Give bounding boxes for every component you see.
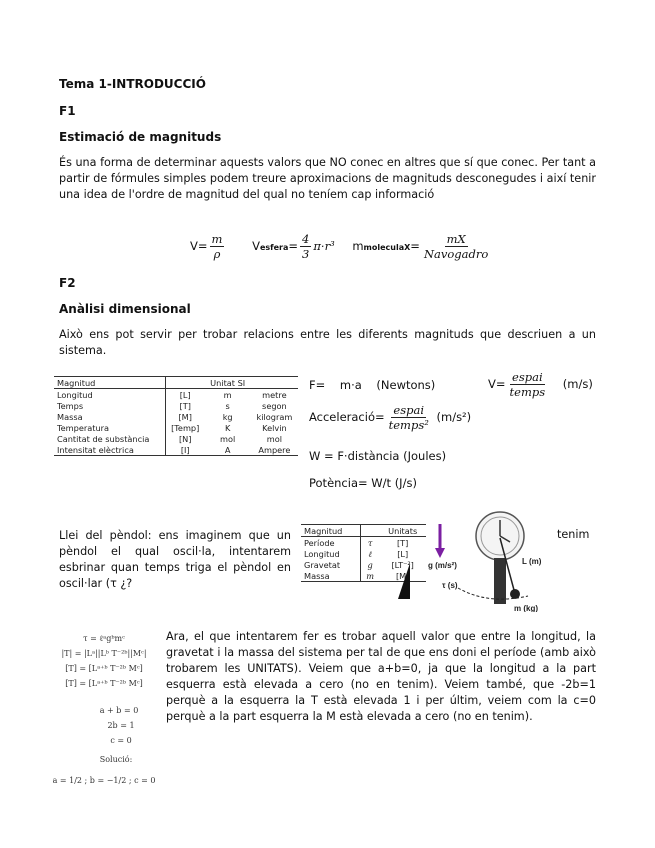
clock-case	[494, 558, 506, 604]
table-row: Intensitat elèctrica [I] A Ampere	[54, 444, 298, 456]
pi-r3: π·r³	[313, 239, 335, 253]
table-row: Longitud ℓ [L]	[304, 548, 409, 559]
si-units-table	[54, 376, 298, 456]
frac-den-temps: temps	[509, 385, 546, 399]
derivation-line: |T| = |Lᵃ||Lᵇ T⁻²ᵇ||Mᶜ|	[61, 649, 147, 658]
g-label: g (m/s²)	[428, 561, 457, 570]
heading-f2: F2	[59, 276, 76, 290]
power-formula: Potència= W/t (J/s)	[309, 476, 417, 490]
v-esfera-label: V	[252, 239, 260, 253]
acceleration-label: Acceleració=	[309, 410, 385, 424]
velocity-label: V=	[488, 377, 506, 391]
frac-num-4: 4	[302, 232, 310, 246]
derivation-line: a = 1/2 ; b = −1/2 ; c = 0	[52, 776, 156, 785]
acceleration-units: (m/s²)	[436, 410, 472, 424]
esfera-sub: esfera	[259, 243, 289, 252]
molecula-sub: moleculaX	[363, 243, 411, 252]
velocity-units: (m/s)	[562, 377, 593, 391]
col-magnitud: Magnitud	[301, 525, 360, 537]
velocity-fraction	[508, 370, 548, 399]
table-row: Gravetat g [LT⁻²]	[304, 559, 414, 570]
frac-num-m: m	[211, 232, 223, 246]
density-fraction	[210, 232, 225, 261]
tau-label: τ (s)	[442, 581, 458, 590]
derivation-line: Solució:	[99, 755, 133, 764]
dimensional-derivation	[34, 631, 174, 788]
l-label: L (m)	[522, 557, 542, 566]
table-row: Temps [T] s segon	[57, 400, 287, 411]
force-formula: F= m·a (Newtons)	[309, 378, 436, 392]
derivation-line: [T] = [Lᵃ⁺ᵇ T⁻²ᵇ Mᶜ]	[65, 664, 143, 673]
derivation-line: 2b = 1	[107, 721, 135, 730]
pendulum-figure	[428, 510, 588, 612]
frac-num-espai: espai	[512, 370, 543, 384]
shape-decor	[398, 563, 410, 599]
frac-den-navogadro: Navogadro	[423, 247, 489, 261]
acceleration-fraction	[387, 403, 431, 432]
paragraph-pendol: Llei del pèndol: ens imaginem que un pèndol el qual oscil·la, intentarem esbrinar quan temps triga el pèndol en oscil·lar (τ ¿?	[59, 529, 291, 590]
heading-tema: Tema 1-INTRODUCCIÓ	[59, 77, 206, 91]
work-formula: W = F·distància (Joules)	[309, 449, 447, 463]
table-row: Període τ [T]	[304, 537, 409, 548]
col-unitats: Unitats	[379, 525, 426, 537]
table-row: Massa m [M]	[301, 570, 426, 582]
volume-label: V=	[190, 239, 208, 253]
table-row: Cantitat de substància [N] mol mol	[57, 433, 283, 444]
paragraph-estimacio: És una forma de determinar aquests valors que NO conec en altres que sí que conec. Per tant a partir de fórmules simples podem treure aproximacions de magnituds desconegudes i així tenir una idea de l'ordre de magnitud del qual no teníem cap informació	[59, 156, 596, 201]
acceleration-formula	[309, 403, 471, 432]
heading-f1: F1	[59, 104, 76, 118]
heading-estimacio: Estimació de magnituds	[59, 130, 222, 144]
frac-num-espai-2: espai	[393, 403, 425, 417]
velocity-formula	[488, 370, 593, 399]
paragraph-final: Ara, el que intentarem fer es trobar aquell valor que entre la longitud, la gravetat i la massa del sistema per tal de que ens doni el període (amb això trobarem les UNITATS). Veiem que a+b=0, ja que la longitud a la part esquerra està elevada a cero (no en tenim). Veiem també, que -2b=1 perquè a la esquerra la T està elevada 1 i per últim, veiem com la c=0 perquè a la part esquerra la M està elevada a cero (no en tenim).	[166, 630, 596, 723]
col-unitat-si: Unitat SI	[205, 377, 251, 389]
derivation-line: c = 0	[110, 736, 132, 745]
table-row: Massa [M] kg kilogram	[57, 411, 293, 422]
derivation-line: a + b = 0	[99, 706, 139, 715]
formulas-f1: V= $\frac{m}{\rho}$ Vesfera= $\frac{4}{3}$ π·r³ mmoleculaX= $\frac{mX}{\text{Navogadro}}$	[190, 232, 489, 261]
molecule-fraction	[422, 232, 490, 261]
frac-den-rho: ρ	[213, 247, 221, 261]
m-label: m (kg)	[514, 604, 538, 612]
heading-analisi: Anàlisi dimensional	[59, 302, 191, 316]
word-tenim: tenim	[557, 528, 590, 541]
gravity-arrowhead	[435, 548, 445, 558]
frac-den-temps2: temps²	[388, 418, 429, 432]
m-molecula-label: m	[352, 239, 364, 253]
derivation-line: [T] = [Lᵃ⁺ᵇ T⁻²ᵇ Mᶜ]	[65, 679, 143, 688]
frac-den-3: 3	[302, 247, 310, 261]
paragraph-analisi: Això ens pot servir per trobar relacions entre les diferents magnituds que descriuen a un sistema.	[59, 328, 596, 357]
derivation-line: τ = ℓᵃgᵇmᶜ	[83, 634, 125, 643]
frac-num-mx: mX	[446, 232, 466, 246]
col-magnitud: Magnitud	[54, 377, 165, 389]
four-thirds-fraction	[300, 232, 311, 261]
table-row: Longitud [L] m metre	[57, 389, 287, 400]
table-row: Temperatura [Temp] K Kelvin	[57, 422, 287, 433]
